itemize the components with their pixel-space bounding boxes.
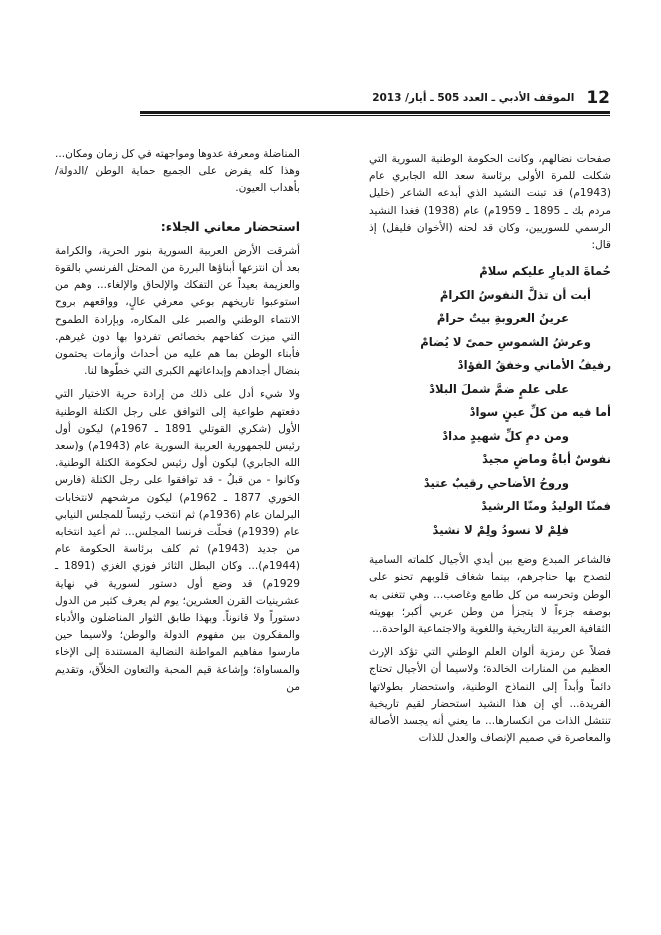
poem-verse: حُماةَ الديارِ عليكم سلامْ xyxy=(479,264,611,279)
poem-verse: وروحُ الأضاحي رقيبٌ عتيدْ xyxy=(423,475,569,490)
left-column xyxy=(55,146,300,702)
poem-verse: ومن دمِ كلِّ شهيدٍ مدادْ xyxy=(442,428,569,443)
right-paragraph-1: صفحات نضالهم، وكانت الحكومة الوطنية السورية التي شكلت للمرة الأولى برئاسة سعد الله الجابري عام (1943م) قد تبنت النشيد الذي أبدعه الشاعر (خليل مردم بك ـ 1895 ـ 1959م) عام (1938) فغدا النشيد الرسمي للسوريين، وكان قد لحنه (الأخوان فليفل) إذ قال: xyxy=(369,153,611,252)
poem-verse: نفوسٌ أباةٌ وماضٍ مجيدْ xyxy=(482,452,611,467)
poem-verse: على علمٍ ضمَّ شملَ البلادْ xyxy=(429,381,569,396)
running-head: الموقف الأدبي ـ العدد 505 ـ أيار/ 2013 xyxy=(372,92,575,104)
page-number: 12 xyxy=(586,88,610,108)
header-rule-thin xyxy=(140,115,610,116)
poem-verse: وعرشُ الشموسِ حمىً لا يُضامْ xyxy=(420,334,591,349)
national-anthem-poem xyxy=(369,260,611,542)
right-paragraph-2: فالشاعر المبدع وضع بين أيدي الأجيال كلماته السامية لتصدح بها حناجرهم، بينما شغاف قلوبهم تحنو على الوطن وتحرسه من كل طامع وغاصب... وهي تتغنى به بوصفه جزءاً لا يتجزأ من وطن عربي أكبر؛ بهويته الثقافية العربية التاريخية واللغوية والاجتماعية الواحدة... xyxy=(369,554,611,636)
poem-verse: أبت أن تذلَّ النفوسُ الكرامْ xyxy=(439,287,591,302)
left-paragraph-3: ولا شيء أدل على ذلك من إرادة حرية الاختيار التي دفعتهم طواعية إلى التوافق على رجل الكتلة الوطنية الأول (شكري القوتلي 1891 ـ 1967م) ليكون أول رئيس للجمهورية العربية السورية عام (1943م) و(سعد الله الجابري) ليكون أول رئيس لحكومة الكتلة الوطنية. وكانوا - من قبلُ - قد توافقوا على رجل الكتلة (فارس الخوري 1877 ـ 1962م) ليكون مرشحهم لانتخابات البرلمان عام (1936م) ثم انتخب رئيساً للمجلس النيابي عام (1939م) فحلّت فرنسا المجلس... ثم أعيد انتخابه من جديد (1943م) ثم كلف برئاسة الحكومة عام (1944م)... وكان البطل الثائر فوزي الغزي (1891 ـ 1929م) قد وضع أول دستور لسورية في نهاية عشرينيات القرن العشرين؛ يوم لم يعرف كثير من الدول دستوراً ولا قانوناً. وبهذا طابق الثوار المناضلون والأدباء والمفكرون بين مفهوم الدولة والوطن؛ ولاسيما حين مارسوا مفاهيم المواطنة النضالية المستندة إلى الإخاء والمساواة؛ وإشاعة قيم المحبة والتعاون الخلاّق، وتقديم من xyxy=(55,388,301,693)
section-heading: استحضار معاني الجلاء: xyxy=(160,218,300,234)
poem-verse: أما فيه من كلِّ عينٍ سوادْ xyxy=(469,405,611,420)
page-header xyxy=(150,84,610,112)
poem-verse: رفيفُ الأماني وخفقُ الفؤادْ xyxy=(457,358,611,373)
right-paragraph-3: فضلاً عن رمزية ألوان العلم الوطني التي تؤكد الإرث العظيم من المنارات الخالدة؛ ولاسيما أن الأجيال تحتاج دائماً وأبداً إلى النماذج الوطنية، واستحضار بطولاتها الفريدة... أي إن هذا النشيد استحضار لقيم تاريخية تنتشل الذات من انكسارها... ما يعني أنه يجسد الأصالة والمعاصرة في صميم الإنصاف والعدل للذات xyxy=(369,646,611,745)
poem-verse: فلِمْ لا نسودُ ولِمْ لا نشيدْ xyxy=(432,522,569,537)
left-paragraph-1: المناضلة ومعرفة عدوها ومواجهته في كل زمان ومكان... وهذا كله يفرض على الجميع حماية الوطن /الدولة/ بأهداب العيون. xyxy=(55,148,300,195)
right-column xyxy=(369,151,611,753)
left-paragraph-2: أشرقت الأرض العربية السورية بنور الحرية، والكرامة بعد أن انتزعها أبناؤها البررة من المحتل الفرنسي بالقوة والعزيمة بعيداً عن التفكك والإلحاق والإلغاء... وهم من استوعبوا تاريخهم بوعي معرفي عالٍ، وواقعهم بروح الانتماء الوطني والصبر على المكاره، وبإرادة الطموح التي ميزت كفاحهم بخصائص تفردوا بها دون غيرهم. فأبناء الوطن بما هم عليه من أحداث وأزمات يحتمون بنضال أجدادهم وإبداعاتهم الكبرى التي خطّوها لنا. xyxy=(55,244,300,378)
poem-verse: فمنّا الوليدُ ومنّا الرشيدْ xyxy=(481,499,611,514)
poem-verse: عرينُ العروبةِ بيتٌ حرامْ xyxy=(436,311,569,326)
header-rule xyxy=(140,111,610,114)
